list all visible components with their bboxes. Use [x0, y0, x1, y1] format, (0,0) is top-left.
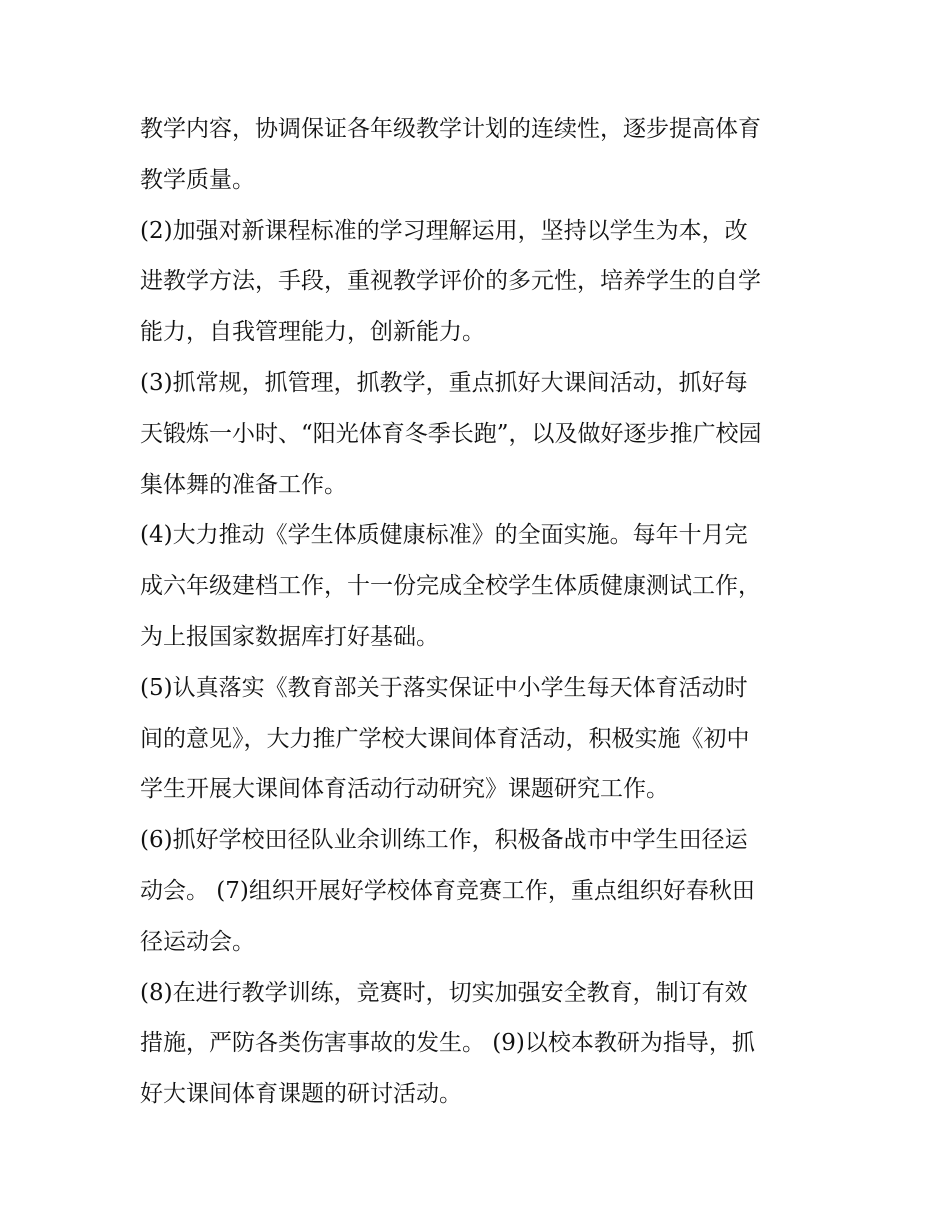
paragraph-3	[140, 358, 820, 510]
text-line: 为上报国家数据库打好基础。	[140, 623, 439, 650]
text-line: (8)在进行教学训练，竞赛时，切实加强安全教育，制订有效	[140, 979, 748, 1006]
paragraph-4	[140, 510, 820, 662]
paragraph-2	[140, 206, 820, 358]
text-line: 教学质量。	[140, 166, 255, 193]
text-line: 学生开展大课间体育活动行动研究》课题研究工作。	[140, 776, 669, 803]
text-line: (4)大力推动《学生体质健康标准》的全面实施。每年十月完	[140, 522, 748, 549]
body-text	[140, 104, 820, 1120]
text-line: 好大课间体育课题的研讨活动。	[140, 1081, 462, 1108]
text-line: (6)抓好学校田径队业余训练工作，积极备战市中学生田径运	[140, 827, 748, 854]
text-line: 天锻炼一小时、“阳光体育冬季长跑”，以及做好逐步推广校园	[140, 420, 762, 447]
text-line: 间的意见》，大力推广学校大课间体育活动，积极实施《初中	[140, 725, 750, 752]
paragraph-7	[140, 968, 820, 1120]
text-line: 集体舞的准备工作。	[140, 471, 347, 498]
text-line: (2)加强对新课程标准的学习理解运用，坚持以学生为本，改	[140, 217, 748, 244]
paragraph-1	[140, 104, 820, 206]
text-line: 措施，严防各类伤害事故的发生。 (9)以校本教研为指导，抓	[140, 1030, 755, 1057]
text-line: 能力，自我管理能力，创新能力。	[140, 319, 485, 346]
text-line: (3)抓常规，抓管理，抓教学，重点抓好大课间活动，抓好每	[140, 369, 748, 396]
text-line: 进教学方法，手段，重视教学评价的多元性，培养学生的自学	[140, 268, 761, 295]
text-line: 径运动会。	[140, 928, 255, 955]
text-line: 教学内容，协调保证各年级教学计划的连续性，逐步提高体育	[140, 116, 761, 142]
paragraph-6	[140, 815, 820, 967]
paragraph-5	[140, 663, 820, 815]
text-line: 成六年级建档工作，十一份完成全校学生体质健康测试工作，	[140, 573, 761, 600]
text-line: 动会。 (7)组织开展好学校体育竞赛工作，重点组织好春秋田	[140, 877, 755, 904]
text-line: (5)认真落实《教育部关于落实保证中小学生每天体育活动时	[140, 674, 748, 701]
